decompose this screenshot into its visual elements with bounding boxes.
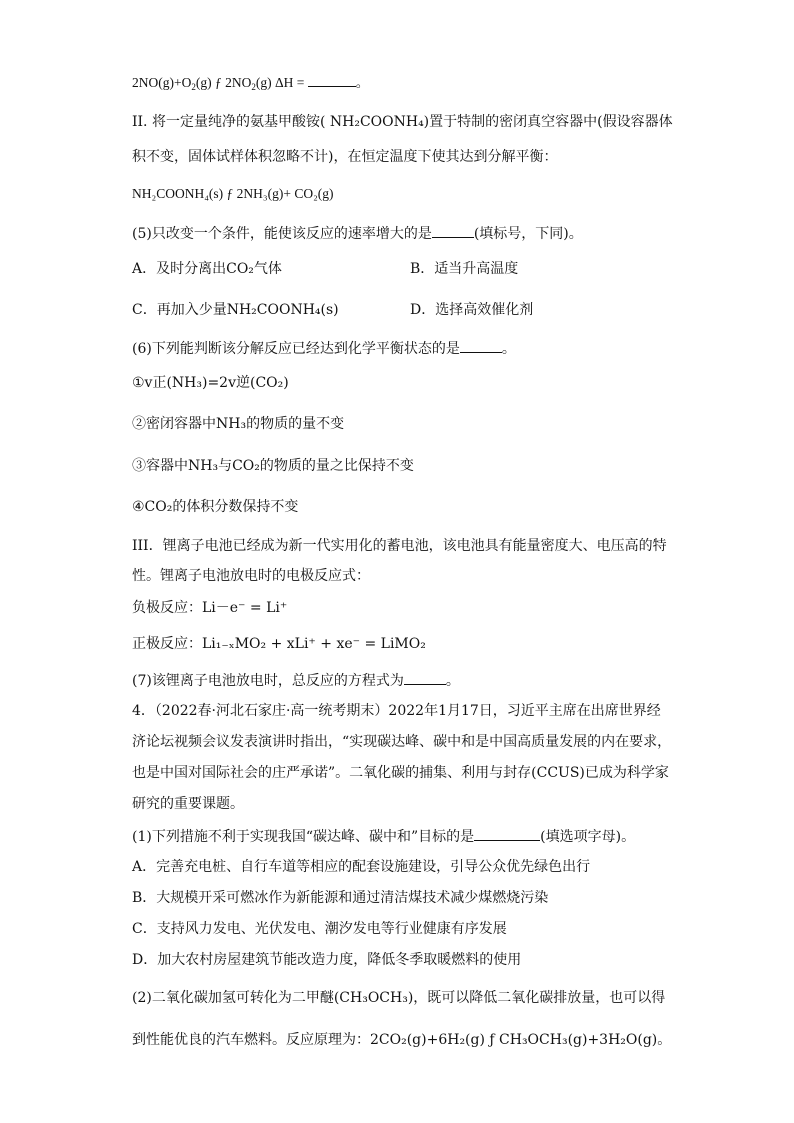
paragraph-line: 积不变，固体试样体积忽略不计)，在恒定温度下使其达到分解平衡： (132, 149, 558, 165)
option-c: C．支持风力发电、光伏发电、潮汐发电等行业健康有序发展 (132, 921, 507, 937)
option-a: A．及时分离出CO₂气体 (132, 261, 282, 277)
question-4-header: 4．（2022春·河北石家庄·高一统考期末）2022年1月17日，习近平主席在出席世界经 (132, 703, 661, 719)
statement-2: ②密闭容器中NH₃的物质的量不变 (132, 416, 345, 432)
paragraph-line: 济论坛视频会议发表演讲时指出，“实现碳达峰、碳中和是中国高质量发展的内在要求， (132, 734, 672, 750)
paragraph-line: III．锂离子电池已经成为新一代实用化的蓄电池，该电池具有能量密度大、电压高的特 (132, 538, 667, 554)
equation-line: $2NO(g)+O_2(g)$ ƒ $2NO_2(g) \Delta H$ = 。 (132, 72, 369, 93)
paragraph-line: 研究的重要课题。 (132, 796, 244, 812)
statement-1: ①v正(NH₃)=2v逆(CO₂) (132, 375, 289, 391)
paragraph-line: 性。锂离子电池放电时的电极反应式： (132, 568, 370, 584)
question-6: (6)下列能判断该分解反应已经达到化学平衡状态的是 。 (132, 338, 516, 359)
option-d: D．加大农村房屋建筑节能改造力度，降低冬季取暖燃料的使用 (132, 952, 522, 968)
question-4-2: (2)二氧化碳加氢可转化为二甲醚(CH₃OCH₃)，既可以降低二氧化碳排放量，也可以得 (132, 990, 666, 1006)
question-7: (7)该锂离子电池放电时，总反应的方程式为 。 (132, 670, 460, 691)
answer-blank[interactable] (404, 670, 446, 685)
answer-blank[interactable] (432, 223, 474, 238)
option-row (132, 259, 282, 279)
anode-reaction: 负极反应：Li－e⁻ = Li⁺ (132, 600, 288, 616)
answer-blank[interactable] (474, 826, 540, 841)
option-b: B．大规模开采可燃冰作为新能源和通过清洁煤技术减少煤燃烧污染 (132, 890, 549, 906)
paragraph-line: II. 将一定量纯净的氨基甲酸铵( NH₂COONH₄)置于特制的密闭真空容器中(假设容器体 (132, 114, 673, 130)
question-5: (5)只改变一个条件，能使该反应的速率增大的是 (填标号，下同)。 (132, 223, 583, 244)
option-b: B．适当升高温度 (410, 261, 519, 277)
answer-blank[interactable] (460, 338, 502, 353)
option-c: C．再加入少量NH₂COONH₄(s) (132, 302, 339, 318)
option-row (132, 300, 339, 320)
statement-3: ③容器中NH₃与CO₂的物质的量之比保持不变 (132, 458, 414, 474)
paragraph-line: 到性能优良的汽车燃料。反应原理为：2CO₂(g)+6H₂(g) ƒ CH₃OCH₃(g)+3H₂O(g)。 (132, 1032, 672, 1048)
option-d: D．选择高效催化剂 (410, 302, 534, 318)
statement-4: ④CO₂的体积分数保持不变 (132, 499, 299, 515)
question-4-1: (1)下列措施不利于实现我国“碳达峰、碳中和”目标的是 (填选项字母)。 (132, 826, 635, 847)
answer-blank[interactable] (308, 72, 356, 87)
option-a: A．完善充电桩、自行车道等相应的配套设施建设，引导公众优先绿色出行 (132, 859, 591, 875)
paragraph-line: 也是中国对国际社会的庄严承诺”。二氧化碳的捕集、利用与封存(CCUS)已成为科学家 (132, 765, 669, 781)
equation-line: NH₂COONH₄(s) ƒ 2NH₃(g)+ CO₂(g) (132, 186, 334, 201)
cathode-reaction: 正极反应：Li₁₋ₓMO₂ + xLi⁺ + xe⁻ = LiMO₂ (132, 636, 426, 652)
